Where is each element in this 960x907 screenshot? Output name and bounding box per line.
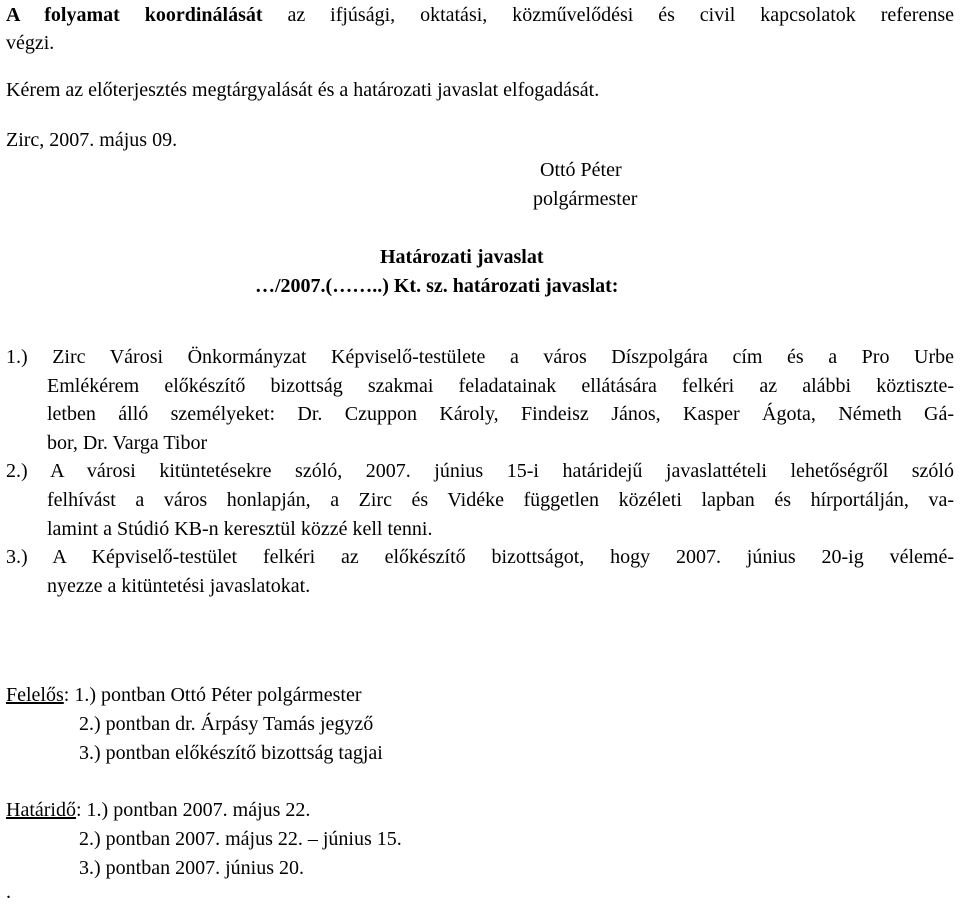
point-1-line-3: letben álló személyeket: Dr. Czuppon Károly, Findeisz János, Kasper Ágota, Németh Gá- [47,403,954,425]
point-2-line-2: felhívást a város honlapján, a Zirc és Vidéke független közéleti lapban és hírportálján, va- [47,489,954,511]
resolution-number: …/2007.(……..) Kt. sz. határozati javaslat: [255,275,619,297]
deadline-label: Határidő [6,799,76,821]
intro-line-2: végzi. [6,32,55,54]
signature-name: Ottó Péter [540,159,622,181]
responsible-colon: : [63,684,75,706]
deadline-item-1: 1.) pontban 2007. május 22. [86,799,311,821]
point-1-line-2: Emlékérem előkészítő bizottság szakmai feladatainak ellátására felkéri az alábbi köztiszte- [47,375,954,397]
point-3-line-2: nyezze a kitüntetési javaslatokat. [47,575,311,597]
responsible-item-2: 2.) pontban dr. Árpásy Tamás jegyző [79,713,374,735]
point-1-line-4: bor, Dr. Varga Tibor [47,432,208,454]
point-2-line-1: 2.) A városi kitüntetésekre szóló, 2007. június 15-i határidejű javaslattételi lehetőségről szóló [6,460,954,482]
signature-title: polgármester [533,188,638,210]
deadline-item-2: 2.) pontban 2007. május 22. – június 15. [79,828,402,850]
intro-line-1 [6,3,954,27]
deadline-colon: : [75,799,87,821]
point-2-line-3: lamint a Stúdió KB-n keresztül közzé kell tenni. [47,518,433,540]
responsible-item-1: 1.) pontban Ottó Péter polgármester [74,684,362,706]
intro-rest: az ifjúsági, oktatási, közművelődési és civil kapcsolatok referense [262,4,955,26]
responsible-label-row [6,683,362,707]
responsible-item-3: 3.) pontban előkészítő bizottság tagjai [79,742,383,764]
point-1-line-1: 1.) Zirc Városi Önkormányzat Képviselő-testülete a város Díszpolgára cím és a Pro Urbe [6,346,954,368]
deadline-label-row [6,798,310,822]
trailing-mark: . [6,881,11,903]
request-text: Kérem az előterjesztés megtárgyalását és a határozati javaslat elfogadását. [6,79,600,101]
intro-bold: A folyamat koordinálását [6,4,263,26]
point-3-line-1: 3.) A Képviselő-testület felkéri az előkészítő bizottságot, hogy 2007. június 20-ig vélemé- [6,546,954,568]
responsible-label: Felelős [6,684,64,706]
place-date: Zirc, 2007. május 09. [6,129,178,151]
resolution-heading: Határozati javaslat [380,246,544,268]
deadline-item-3: 3.) pontban 2007. június 20. [79,857,304,879]
